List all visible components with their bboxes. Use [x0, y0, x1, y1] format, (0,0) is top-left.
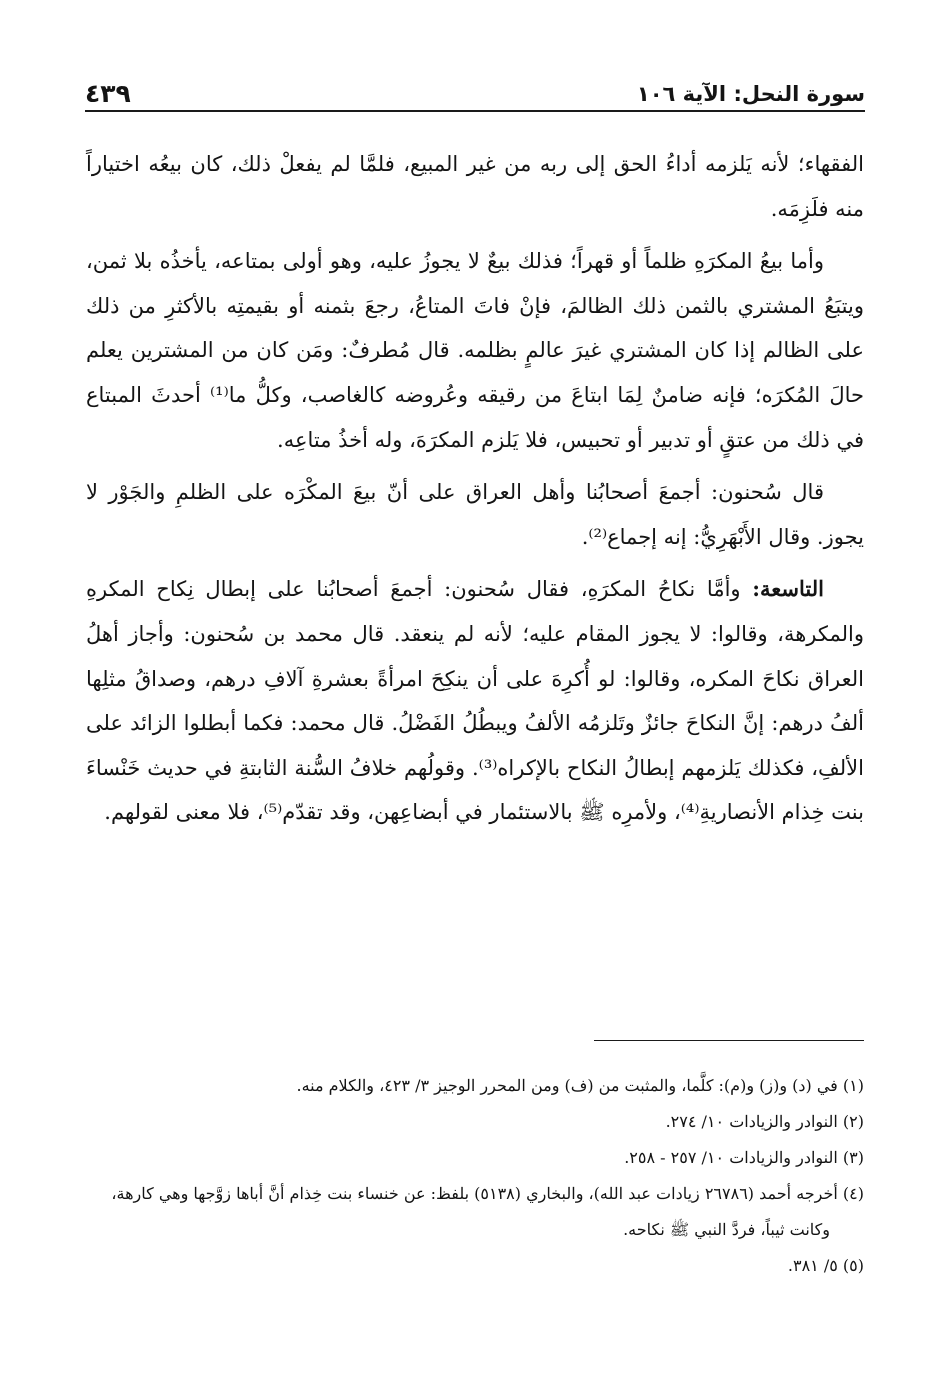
footnote-separator: [594, 1040, 864, 1041]
footnote-2: (٢) النوادر والزيادات ١٠/ ٢٧٤.: [665, 1112, 864, 1131]
footnote-3: (٣) النوادر والزيادات ١٠/ ٢٥٧ - ٢٥٨.: [624, 1148, 864, 1167]
section-text: وأمَّا نكاحُ المكرَهِ، فقال سُحنون: أجمعَ أصحابُنا على إبطال نِكاح المكرهِ والمكرهة، وقالوا: لا يجوز المقام عليه؛ لأنه لم ينعقد. قال محمد بن سُحنون: وأجاز أهلُ العراق نكاحَ المكره، وقالوا: لو أُكرِهَ على أن ينكِحَ امرأةً بعشرةِ آلافِ درهم، وصداقُ مثلِها ألفُ درهم: إنَّ النكاحَ جائزٌ وتَلزمُه الألفُ ويبطُلُ الفَضْلُ. قال محمد: فكما أبطلوا الزائد على الألفِ، فكذلك يَلزمهم إبطالُ النكاح بالإكراه⁽³⁾. وقولُهم خلافُ السُّنة الثابتةِ في حديث خَنْساءَ بنت خِذام الأنصاريةِ⁽⁴⁾، ولأمرِه ﷺ بالاستئمار في أبضاعِهن، وقد تقدّم⁽⁵⁾، فلا معنى لقولهم.: [86, 577, 864, 825]
page-header: [85, 66, 865, 108]
main-text: [86, 142, 864, 843]
footnote-5: (٥) ٥/ ٣٨١.: [787, 1256, 864, 1275]
paragraph-ninth-issue: [86, 567, 864, 835]
running-title: سورة النحل: الآية ١٠٦: [636, 82, 865, 106]
paragraph-continuation: الفقهاء؛ لأنه يَلزمه أداءُ الحق إلى ربه من غير المبيع، فلمَّا لم يفعلْ ذلك، كان بيعُه اختياراً منه فلَزِمَه.: [86, 152, 864, 221]
section-heading: التاسعة:: [752, 576, 824, 602]
header-rule: [85, 110, 865, 112]
paragraph-coerced-sale: وأما بيعُ المكرَهِ ظلماً أو قهراً؛ فذلك بيعٌ لا يجوزُ عليه، وهو أولى بمتاعه، يأخذُه بلا ثمن، ويتبَعُ المشتري بالثمن ذلك الظالمَ، فإنْ فاتَ المتاعُ، رجعَ بثمنه أو بقيمتِه بالأكثرِ من ذلك على الظالم إذا كان المشتري غيرَ عالمٍ بظلمه. قال مُطرفٌ: ومَن كان من المشترين يعلم حالَ المُكرَه؛ فإنه ضامنٌ لِمَا ابتاعَ من رقيقه وعُروضه كالغاصب، وكلُّ ما⁽¹⁾ أحدثَ المبتاع في ذلك من عتقٍ أو تدبير أو تحبيس، فلا يَلزم المكرَهَ، وله أخذُ متاعِه.: [86, 249, 864, 452]
footnote-1: (١) في (د) و(ز) و(م): كلَّما، والمثبت من (ف) ومن المحرر الوجيز ٣/ ٤٢٣، والكلام منه.: [296, 1076, 864, 1095]
page-number: ٤٣٩: [85, 79, 131, 108]
footnotes: [86, 1068, 864, 1284]
paragraph-sahnun-consensus: قال سُحنون: أجمعَ أصحابُنا وأهل العراق على أنّ بيعَ المكْرَه على الظلمِ والجَوْر لا يجوز. وقال الأَبْهَرِيُّ: إنه إجماع⁽²⁾.: [86, 480, 864, 549]
footnote-4: (٤) أخرجه أحمد (٢٦٧٨٦ زيادات عبد الله)، والبخاري (٥١٣٨) بلفظ: عن خنساء بنت خِذام أنَّ أباها زوَّجها وهي كارهة، وكانت ثيباً، فردَّ النبي ﷺ نكاحه.: [111, 1184, 864, 1239]
